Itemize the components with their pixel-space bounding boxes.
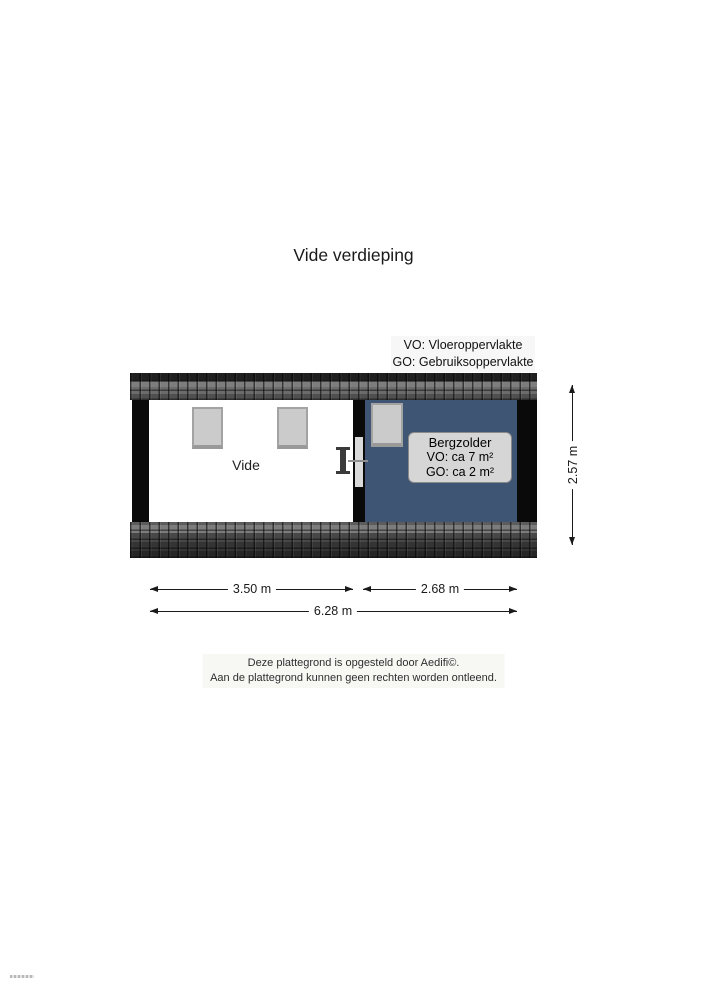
door-leaf [336, 447, 350, 474]
room-label-vide: Vide [232, 457, 260, 473]
arrow-up-icon [569, 385, 575, 393]
skylight-window [277, 407, 308, 449]
page-title: Vide verdieping [293, 245, 414, 265]
dim-label-height: 2.57 m [566, 441, 580, 489]
room-label-bergzolder [408, 432, 512, 483]
legend-line-vo: VO: Vloeroppervlakte [403, 338, 523, 352]
arrow-right-icon [509, 608, 517, 614]
arrow-left-icon [150, 608, 158, 614]
legend-line-go: GO: Gebruiksoppervlakte [392, 355, 534, 369]
skylight-window [192, 407, 223, 449]
floorplan [130, 373, 537, 558]
wall-right [517, 400, 537, 522]
arrow-down-icon [569, 537, 575, 545]
watermark-smudge [10, 975, 34, 978]
arrow-left-icon [363, 586, 371, 592]
skylight-window [371, 403, 403, 447]
footer-line-1: Deze plattegrond is opgesteld door Aedifi©. [247, 657, 460, 669]
bergzolder-name: Bergzolder [428, 435, 492, 450]
dim-label-total: 6.28 m [309, 604, 357, 618]
footer-disclaimer [202, 654, 505, 688]
wall-left [132, 400, 149, 522]
arrow-right-icon [509, 586, 517, 592]
door-opening [355, 437, 363, 487]
arrow-right-icon [345, 586, 353, 592]
arrow-left-icon [150, 586, 158, 592]
dim-label-right: 2.68 m [416, 582, 464, 596]
bergzolder-vo: VO: ca 7 m² [426, 450, 494, 464]
legend [391, 336, 535, 372]
bergzolder-go: GO: ca 2 m² [425, 465, 495, 479]
roof-hatch-top [130, 373, 537, 400]
roof-hatch-bottom [130, 522, 537, 558]
footer-line-2: Aan de plattegrond kunnen geen rechten worden ontleend. [210, 672, 497, 684]
door-swing-line [348, 460, 368, 462]
dim-label-left: 3.50 m [228, 582, 276, 596]
